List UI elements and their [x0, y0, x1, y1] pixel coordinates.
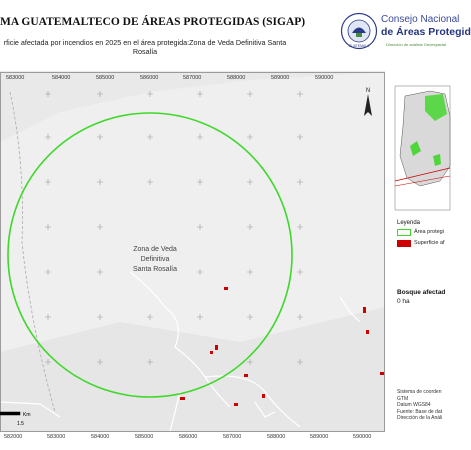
burn-patch [234, 403, 238, 406]
locator-inset-map [395, 86, 450, 210]
area-label-line3: Santa Rosalía [133, 266, 177, 273]
burn-patch [366, 330, 369, 334]
burn-patch [210, 351, 213, 354]
metadata-line: Sistema de coorden [397, 389, 442, 395]
map-header [0, 0, 471, 72]
x-tick: 584000 [52, 75, 71, 81]
x-tick: 590000 [315, 75, 334, 81]
forest-affected-label: Bosque afectad [397, 289, 446, 296]
map-title: MA GUATEMALTECO DE ÁREAS PROTEGIDAS (SIGAP) [0, 16, 306, 28]
x-tick-bottom: 589000 [310, 434, 329, 440]
burn-patch [215, 345, 218, 350]
svg-text:1.5: 1.5 [17, 421, 24, 427]
scale-bar [0, 410, 40, 430]
x-tick-bottom: 582000 [4, 434, 23, 440]
x-tick-bottom: 590000 [353, 434, 372, 440]
forest-affected-value: 0 ha [397, 298, 410, 305]
x-tick-bottom: 583000 [47, 434, 66, 440]
burn-patch [262, 394, 265, 398]
burn-patch [224, 287, 228, 290]
metadata-line: Fuente: Base de dat [397, 408, 443, 415]
x-tick-bottom: 588000 [267, 434, 286, 440]
burn-patch [380, 372, 384, 375]
legend-swatch-protected-area [397, 229, 411, 236]
legend-item-protected-area: Área protegi [414, 229, 444, 235]
burn-patch [244, 374, 248, 377]
metadata-line: Dirección de la Análi [397, 415, 443, 421]
legend-item-burned-area: Superficie af [414, 240, 445, 246]
main-map[interactable] [0, 72, 385, 432]
area-label-line1: Zona de Veda [133, 246, 177, 253]
legend-swatch-burned-area [397, 240, 411, 247]
svg-text:Km: Km [23, 412, 31, 418]
x-tick: 588000 [227, 75, 246, 81]
x-tick: 583000 [6, 75, 25, 81]
map-metadata [397, 389, 442, 422]
area-label-line2: Definitiva [140, 256, 170, 263]
map-subtitle: rficie afectada por incendios en 2025 en el área protegida:Zona de Veda Definitiva Santa Rosalía [3, 38, 287, 56]
guatemala-seal-icon [340, 12, 378, 50]
x-tick: 585000 [96, 75, 115, 81]
burn-patch [180, 397, 185, 400]
x-tick-bottom: 584000 [91, 434, 110, 440]
seal-text: GUATEMALA [348, 44, 370, 48]
x-tick-bottom: 585000 [135, 434, 154, 440]
x-tick-bottom: 587000 [223, 434, 242, 440]
x-tick: 589000 [271, 75, 290, 81]
metadata-line: GTM [397, 395, 409, 402]
metadata-line: Datum WGS84 [397, 402, 431, 408]
svg-text:N: N [365, 88, 371, 94]
org-name-line2: de Áreas Protegid [381, 26, 471, 38]
org-name-line3: Dirección de análisis Geoespacial [386, 42, 447, 47]
legend-title: Leyenda [397, 220, 421, 226]
x-tick: 587000 [183, 75, 202, 81]
burn-patch [363, 307, 366, 313]
x-tick-bottom: 586000 [179, 434, 198, 440]
x-tick: 586000 [140, 75, 159, 81]
org-name-line1: Consejo Nacional [381, 14, 460, 25]
